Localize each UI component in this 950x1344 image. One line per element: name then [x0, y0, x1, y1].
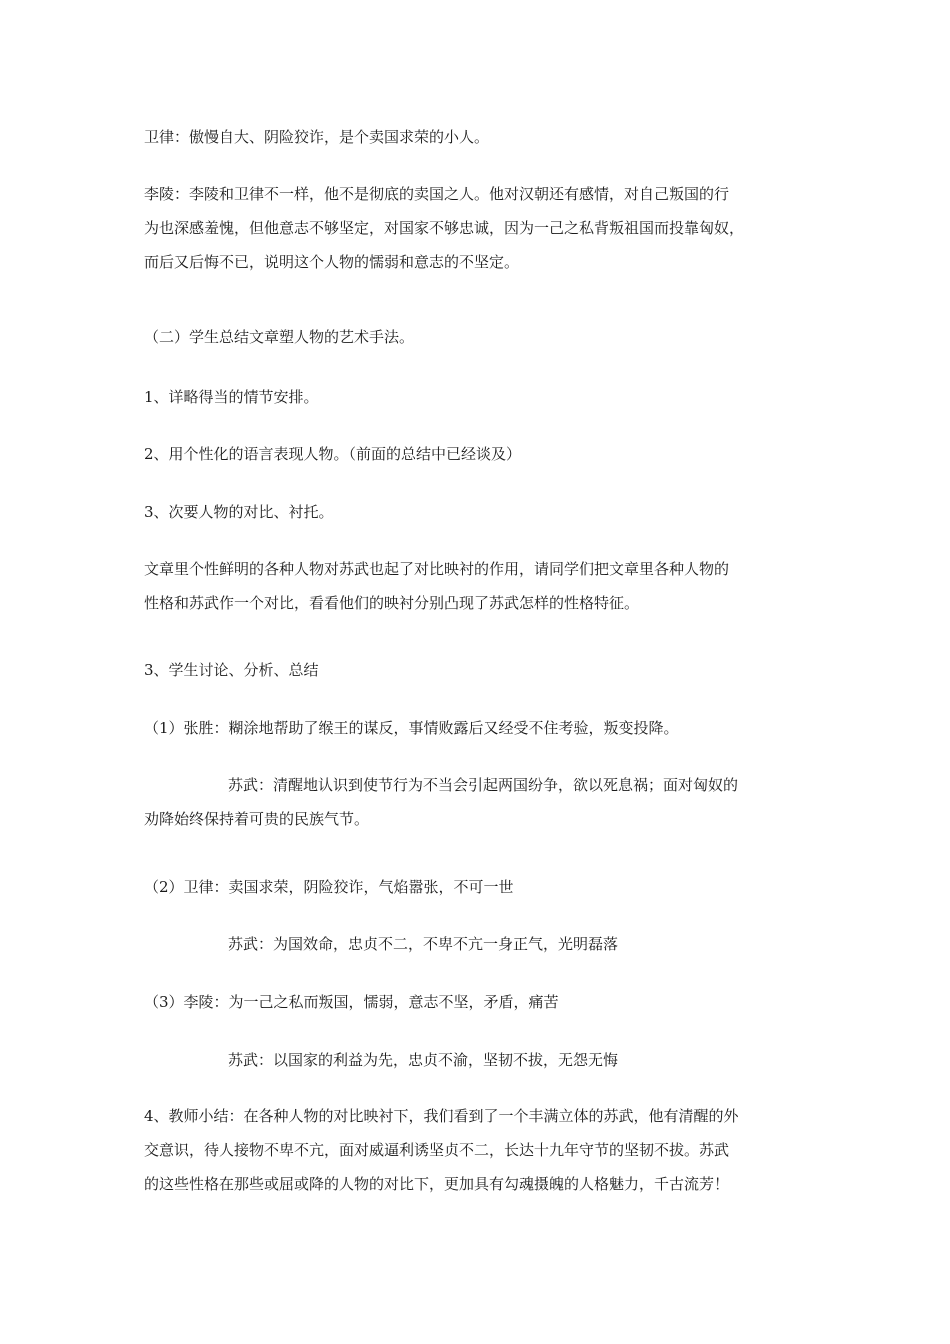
paragraph-contrast-intro — [144, 552, 808, 620]
paragraph-line: 的这些性格在那些或屈或降的人物的对比下，更加具有勾魂摄魄的人格魅力，千古流芳！ — [144, 1175, 730, 1193]
section-heading-art-techniques: （二）学生总结文章塑人物的艺术手法。 — [144, 328, 415, 346]
paragraph-weilv-summary: 卫律：傲慢自大、阴险狡诈，是个卖国求荣的小人。 — [144, 128, 490, 146]
paragraph-line: 文章里个性鲜明的各种人物对苏武也起了对比映衬的作用，请同学们把文章里各种人物的 — [144, 560, 730, 578]
comparison-liling: （3）李陵：为一己之私而叛国，懦弱，意志不坚，矛盾，痛苦 — [144, 993, 559, 1011]
paragraph-line: 为也深感羞愧，但他意志不够坚定，对国家不够忠诚，因为一己之私背叛祖国而投靠匈奴， — [144, 219, 745, 237]
paragraph-line: 交意识，待人接物不卑不亢，面对威逼利诱坚贞不二，长达十九年守节的坚韧不拔。苏武 — [144, 1141, 730, 1159]
list-item-discussion: 3、学生讨论、分析、总结 — [144, 661, 319, 679]
paragraph-line: 劝降始终保持着可贵的民族气节。 — [144, 810, 370, 828]
list-item-2: 2、用个性化的语言表现人物。（前面的总结中已经谈及） — [144, 445, 522, 463]
comparison-suwu-1 — [144, 768, 808, 836]
paragraph-line: 4、教师小结：在各种人物的对比映衬下，我们看到了一个丰满立体的苏武，他有清醒的外 — [144, 1107, 739, 1125]
comparison-weilv: （2）卫律：卖国求荣，阴险狡诈，气焰嚣张，不可一世 — [144, 878, 514, 896]
comparison-suwu-2: 苏武：为国效命，忠贞不二，不卑不亢一身正气，光明磊落 — [228, 935, 619, 953]
comparison-zhangsheng: （1）张胜：糊涂地帮助了缑王的谋反，事情败露后又经受不住考验，叛变投降。 — [144, 719, 679, 737]
paragraph-line: 苏武：清醒地认识到使节行为不当会引起两国纷争，欲以死息祸；面对匈奴的 — [228, 776, 739, 794]
comparison-suwu-3: 苏武：以国家的利益为先，忠贞不渝，坚韧不拔，无怨无悔 — [228, 1051, 619, 1069]
list-item-3: 3、次要人物的对比、衬托。 — [144, 503, 334, 521]
paragraph-line: 而后又后悔不已，说明这个人物的懦弱和意志的不坚定。 — [144, 253, 520, 271]
paragraph-teacher-summary — [144, 1099, 808, 1201]
list-item-1: 1、详略得当的情节安排。 — [144, 388, 319, 406]
paragraph-line: 性格和苏武作一个对比，看看他们的映衬分别凸现了苏武怎样的性格特征。 — [144, 594, 640, 612]
paragraph-line: 李陵：李陵和卫律不一样，他不是彻底的卖国之人。他对汉朝还有感情，对自己叛国的行 — [144, 185, 730, 203]
paragraph-liling-summary — [144, 177, 808, 279]
